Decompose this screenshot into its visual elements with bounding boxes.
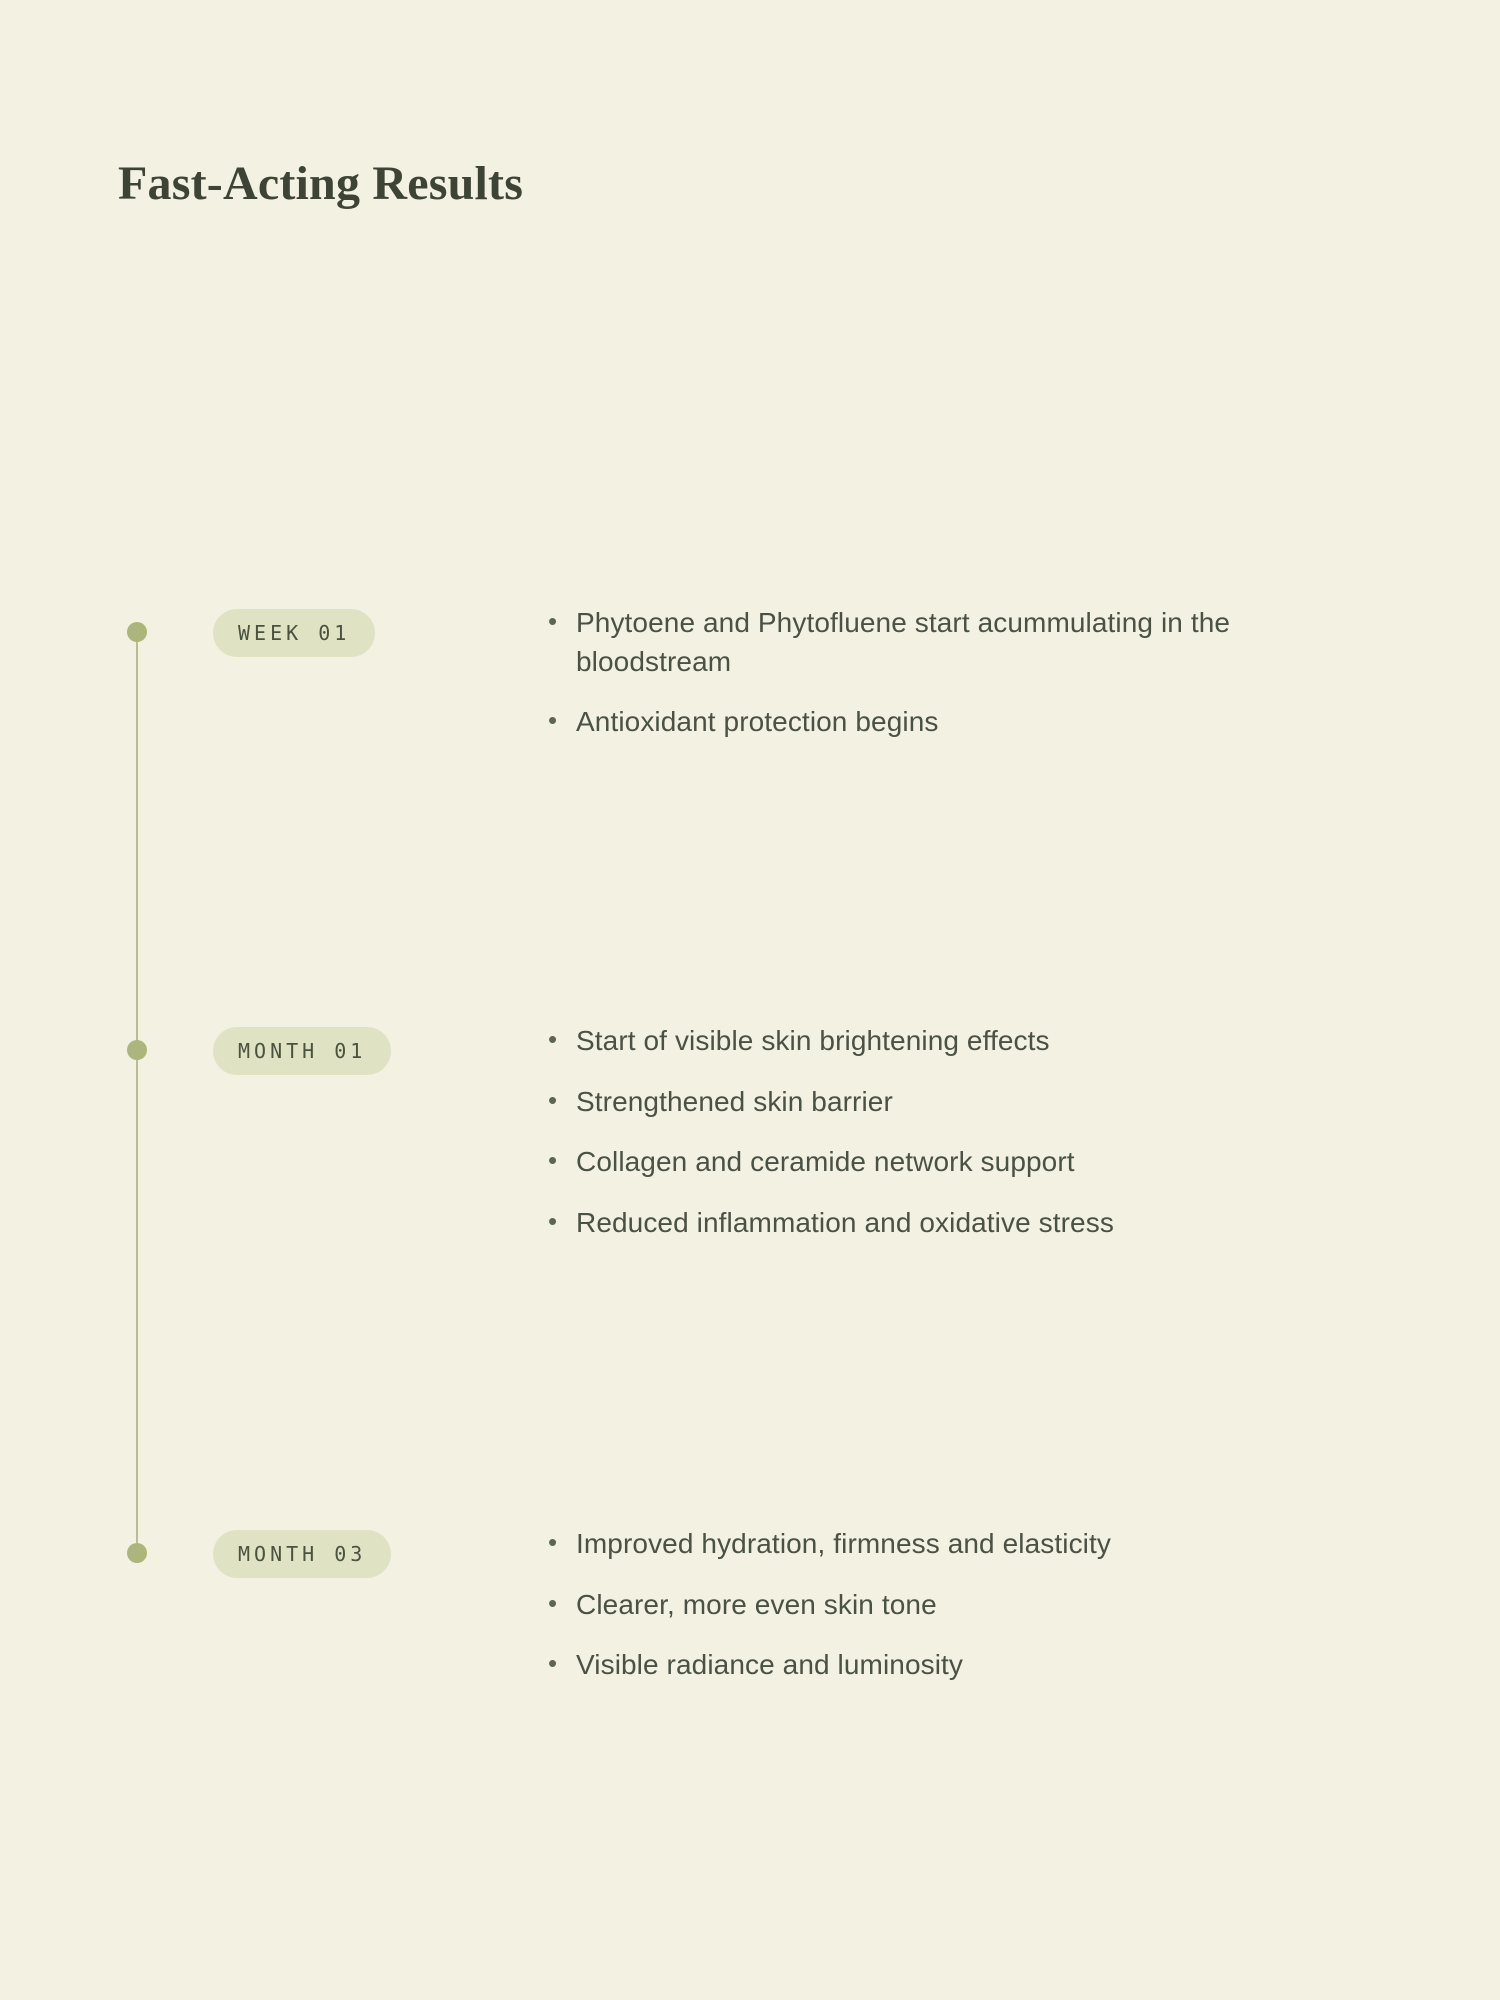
bullet-marker-icon: • — [548, 1648, 558, 1679]
timeline-node-dot — [127, 1040, 147, 1060]
list-item — [548, 1143, 1338, 1182]
stage-label-chip: MONTH 03 — [213, 1530, 391, 1578]
list-item — [548, 1646, 1338, 1685]
list-item — [548, 1083, 1338, 1122]
list-item-text: Antioxidant protection begins — [576, 706, 939, 738]
list-item-text: Strengthened skin barrier — [576, 1085, 893, 1117]
list-item — [548, 604, 1338, 681]
bullet-marker-icon: • — [548, 705, 558, 736]
list-item — [548, 1022, 1338, 1061]
stage-label-chip: WEEK 01 — [213, 609, 375, 657]
timeline-node-dot — [127, 622, 147, 642]
list-item-text: Improved hydration, firmness and elasticity — [576, 1528, 1111, 1559]
list-item — [548, 1586, 1338, 1625]
bullet-marker-icon: • — [548, 1587, 558, 1618]
list-item — [548, 1525, 1338, 1564]
stage-bullet-list — [548, 604, 1338, 742]
stage-bullet-list — [548, 1525, 1338, 1685]
page-title: Fast-Acting Results — [118, 157, 524, 210]
list-item-text: Visible radiance and luminosity — [576, 1649, 964, 1681]
stage-bullet-list — [548, 1022, 1338, 1243]
list-item — [548, 1204, 1338, 1243]
timeline-axis-line — [136, 630, 138, 1557]
bullet-marker-icon: • — [548, 606, 558, 636]
list-item-text: Start of visible skin brightening effects — [576, 1025, 1050, 1056]
bullet-marker-icon: • — [548, 1205, 558, 1236]
list-item-text: Reduced inflammation and oxidative stress — [576, 1206, 1114, 1238]
bullet-marker-icon: • — [548, 1527, 558, 1557]
list-item-text: Phytoene and Phytofluene start acummulating in the bloodstream — [576, 607, 1231, 677]
bullet-marker-icon: • — [548, 1145, 558, 1176]
list-item-text: Collagen and ceramide network support — [576, 1146, 1075, 1178]
timeline-node-dot — [127, 1543, 147, 1563]
list-item-text: Clearer, more even skin tone — [576, 1588, 937, 1620]
bullet-marker-icon: • — [548, 1024, 558, 1054]
stage-label-chip: MONTH 01 — [213, 1027, 391, 1075]
bullet-marker-icon: • — [548, 1084, 558, 1115]
list-item — [548, 703, 1338, 742]
